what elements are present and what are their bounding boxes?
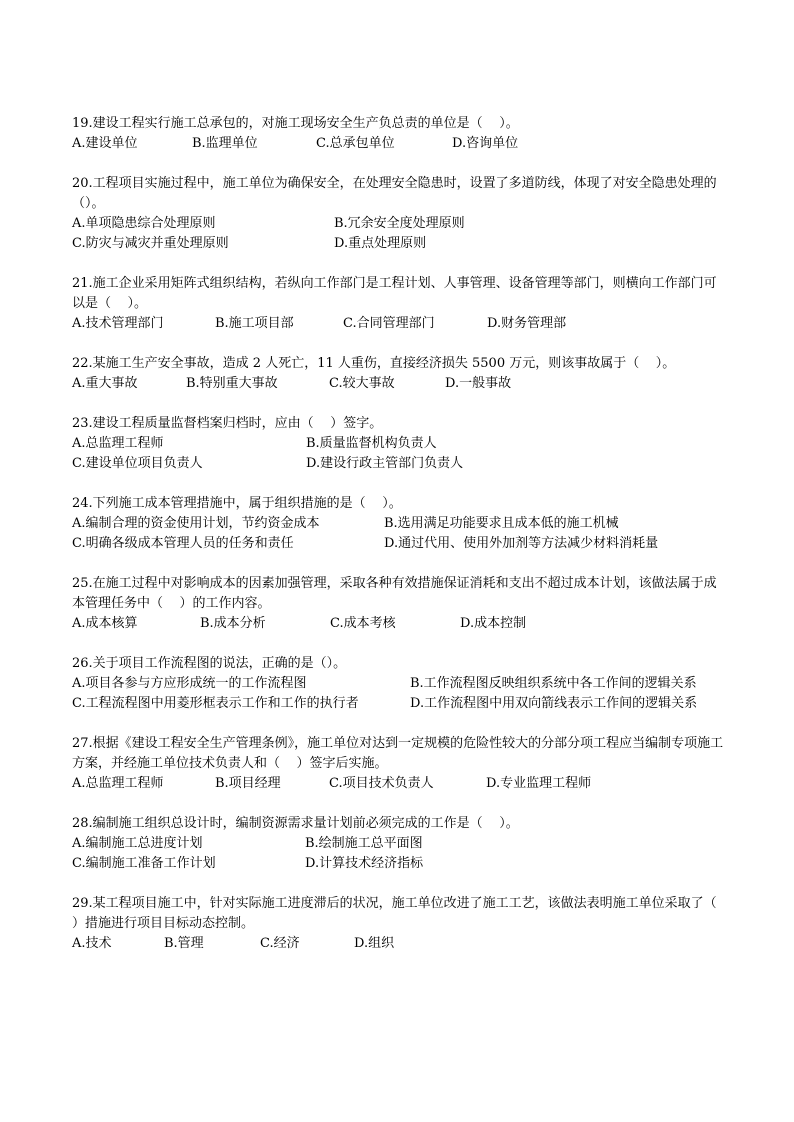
option-b: B.选用满足功能要求且成本低的施工机械 bbox=[384, 516, 619, 531]
option-list bbox=[72, 134, 724, 154]
question-27 bbox=[72, 734, 724, 794]
option-list bbox=[72, 214, 724, 254]
option-a: A.重大事故 bbox=[72, 376, 138, 391]
option-a: A.编制施工总进度计划 bbox=[72, 836, 203, 851]
question-28 bbox=[72, 814, 724, 874]
question-stem: 19.建设工程实行施工总承包的，对施工现场安全生产负总责的单位是（ ）。 bbox=[72, 116, 519, 131]
option-c: C.明确各级成本管理人员的任务和责任 bbox=[72, 536, 294, 551]
option-list bbox=[72, 934, 724, 954]
option-b: B.绘制施工总平面图 bbox=[305, 836, 423, 851]
question-26 bbox=[72, 654, 724, 714]
question-stem: 27.根据《建设工程安全生产管理条例》，施工单位对达到一定规模的危险性较大的分部分项工程应当编制专项施工方案，并经施工单位技术负责人和（ ）签字后实施。 bbox=[72, 736, 724, 771]
option-c: C.较大事故 bbox=[329, 376, 395, 391]
question-21 bbox=[72, 274, 724, 334]
option-b: B.冗余安全度处理原则 bbox=[334, 216, 465, 231]
option-d: D.通过代用、使用外加剂等方法减少材料消耗量 bbox=[384, 536, 659, 551]
question-stem: 28.编制施工组织总设计时，编制资源需求量计划前必须完成的工作是（ ）。 bbox=[72, 816, 519, 831]
option-c: C.编制施工准备工作计划 bbox=[72, 856, 216, 871]
question-stem: 22.某施工生产安全事故，造成 2 人死亡，11 人重伤，直接经济损失 5500 万元，则该事故属于（ ）。 bbox=[72, 356, 676, 371]
option-c: C.项目技术负责人 bbox=[329, 776, 434, 791]
question-stem: 24.下列施工成本管理措施中，属于组织措施的是（ ）。 bbox=[72, 496, 402, 511]
option-list bbox=[72, 514, 724, 554]
exam-page bbox=[72, 114, 734, 974]
option-d: D.一般事故 bbox=[445, 376, 512, 391]
option-a: A.建设单位 bbox=[72, 136, 138, 151]
option-a: A.技术 bbox=[72, 936, 112, 951]
question-stem: 25.在施工过程中对影响成本的因素加强管理，采取各种有效措施保证消耗和支出不超过成本计划，该做法属于成本管理任务中（ ）的工作内容。 bbox=[72, 576, 717, 611]
option-b: B.成本分析 bbox=[200, 616, 266, 631]
question-stem: 23.建设工程质量监督档案归档时，应由（ ）签字。 bbox=[72, 416, 383, 431]
option-d: D.工作流程图中用双向箭线表示工作间的逻辑关系 bbox=[410, 696, 698, 711]
question-stem: 20.工程项目实施过程中，施工单位为确保安全，在处理安全隐患时，设置了多道防线，体现了对安全隐患处理的（）。 bbox=[72, 176, 717, 211]
question-20 bbox=[72, 174, 724, 254]
option-d: D.重点处理原则 bbox=[334, 236, 427, 251]
option-d: D.财务管理部 bbox=[487, 316, 567, 331]
option-b: B.施工项目部 bbox=[215, 316, 294, 331]
option-c: C.经济 bbox=[260, 936, 300, 951]
option-d: D.专业监理工程师 bbox=[486, 776, 592, 791]
option-list bbox=[72, 614, 724, 634]
option-a: A.项目各参与方应形成统一的工作流程图 bbox=[72, 676, 307, 691]
option-list bbox=[72, 434, 724, 474]
question-24 bbox=[72, 494, 724, 554]
option-a: A.成本核算 bbox=[72, 616, 138, 631]
option-a: A.总监理工程师 bbox=[72, 776, 164, 791]
question-19 bbox=[72, 114, 724, 154]
option-a: A.技术管理部门 bbox=[72, 316, 164, 331]
question-stem: 29.某工程项目施工中，针对实际施工进度滞后的状况，施工单位改进了施工工艺，该做法表明施工单位采取了（ ）措施进行项目目标动态控制。 bbox=[72, 896, 734, 931]
option-list bbox=[72, 314, 724, 334]
option-b: B.管理 bbox=[164, 936, 204, 951]
option-b: B.特别重大事故 bbox=[186, 376, 278, 391]
question-29 bbox=[72, 894, 734, 954]
option-c: C.工程流程图中用菱形框表示工作和工作的执行者 bbox=[72, 696, 359, 711]
option-list bbox=[72, 774, 724, 794]
option-c: C.建设单位项目负责人 bbox=[72, 456, 203, 471]
option-b: B.工作流程图反映组织系统中各工作间的逻辑关系 bbox=[410, 676, 697, 691]
question-25 bbox=[72, 574, 724, 634]
option-c: C.防灾与减灾并重处理原则 bbox=[72, 236, 229, 251]
option-d: D.成本控制 bbox=[460, 616, 527, 631]
option-a: A.编制合理的资金使用计划，节约资金成本 bbox=[72, 516, 320, 531]
option-c: C.成本考核 bbox=[330, 616, 396, 631]
option-list bbox=[72, 834, 724, 874]
option-d: D.计算技术经济指标 bbox=[305, 856, 424, 871]
option-d: D.建设行政主管部门负责人 bbox=[306, 456, 464, 471]
option-d: D.咨询单位 bbox=[452, 136, 519, 151]
question-stem: 21.施工企业采用矩阵式组织结构，若纵向工作部门是工程计划、人事管理、设备管理等部门，则横向工作部门可以是（ ）。 bbox=[72, 276, 717, 311]
question-stem: 26.关于项目工作流程图的说法，正确的是（）。 bbox=[72, 656, 347, 671]
option-list bbox=[72, 374, 724, 394]
option-list bbox=[72, 674, 724, 714]
option-b: B.质量监督机构负责人 bbox=[306, 436, 437, 451]
option-a: A.单项隐患综合处理原则 bbox=[72, 216, 216, 231]
option-b: B.项目经理 bbox=[215, 776, 281, 791]
question-23 bbox=[72, 414, 724, 474]
option-c: C.合同管理部门 bbox=[343, 316, 435, 331]
option-c: C.总承包单位 bbox=[316, 136, 395, 151]
question-22 bbox=[72, 354, 724, 394]
option-a: A.总监理工程师 bbox=[72, 436, 164, 451]
option-d: D.组织 bbox=[354, 936, 395, 951]
option-b: B.监理单位 bbox=[192, 136, 258, 151]
